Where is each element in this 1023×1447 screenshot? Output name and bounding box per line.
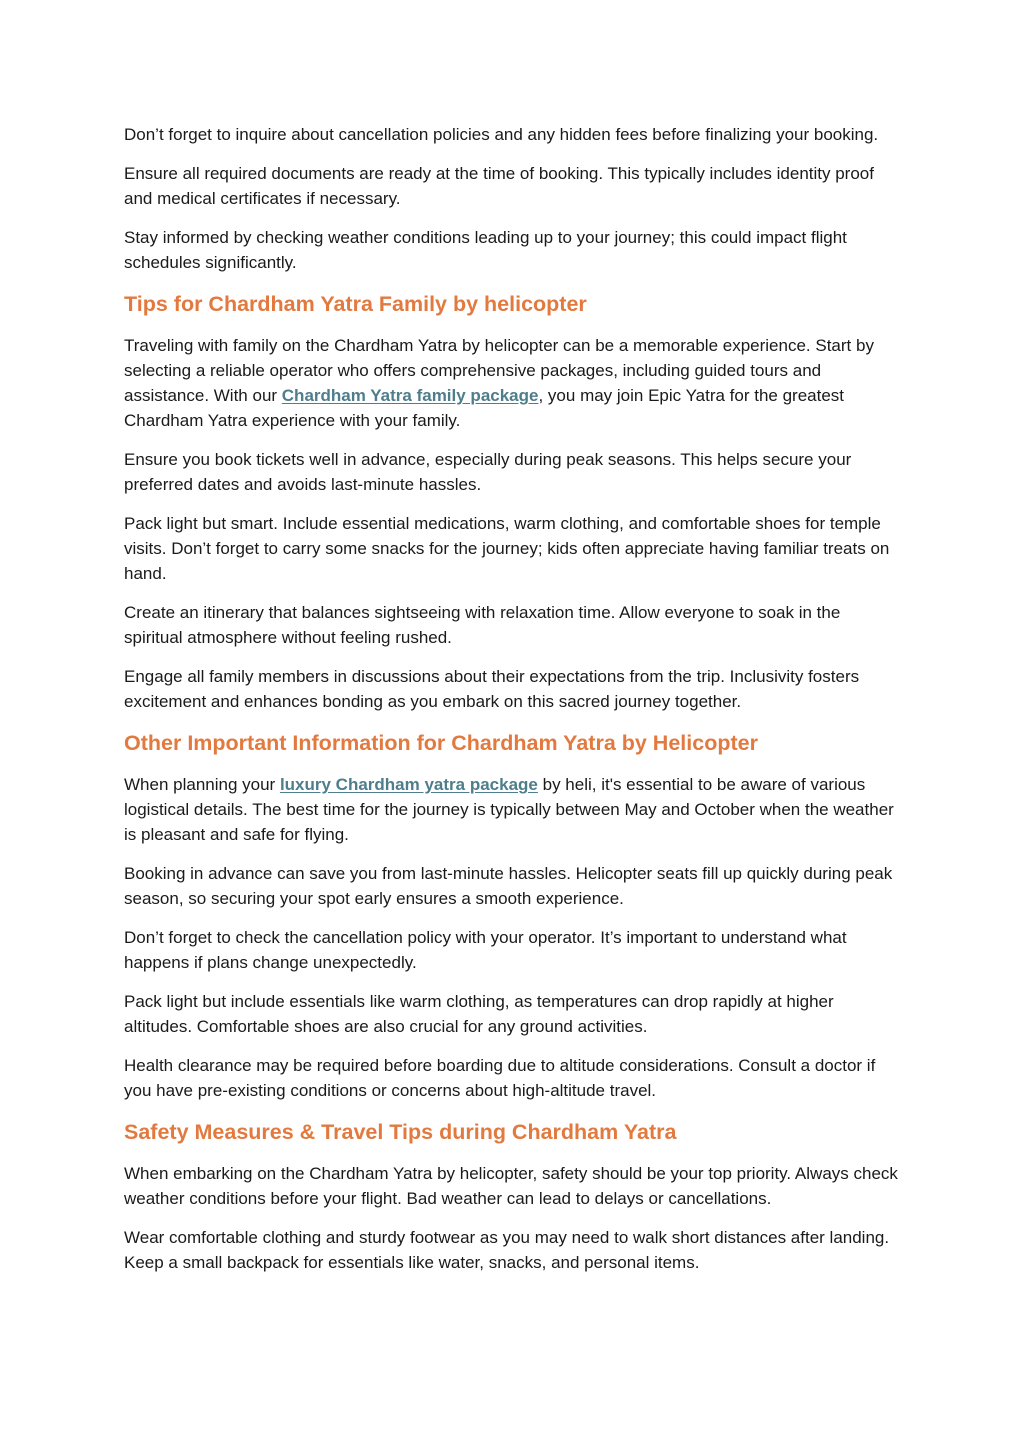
section-heading-safety: Safety Measures & Travel Tips during Chardham Yatra: [124, 1120, 677, 1144]
paragraph: Stay informed by checking weather conditions leading up to your journey; this could impact flight schedules significantly.: [124, 228, 847, 272]
paragraph-text: , you may join Epic Yatra for the greatest Chardham Yatra experience with your family.: [124, 386, 845, 430]
paragraph: Don’t forget to inquire about cancellation policies and any hidden fees before finalizing your booking.: [124, 125, 879, 144]
paragraph: Pack light but include essentials like warm clothing, as temperatures can drop rapidly at higher altitudes. Comfortable shoes are also crucial for any ground activities.: [124, 992, 834, 1036]
paragraph: Booking in advance can save you from last-minute hassles. Helicopter seats fill up quickly during peak season, so securing your spot early ensures a smooth experience.: [124, 864, 893, 908]
paragraph: Don’t forget to check the cancellation policy with your operator. It’s important to understand what happens if plans change unexpectedly.: [124, 928, 847, 972]
luxury-package-link[interactable]: luxury Chardham yatra package: [279, 775, 538, 794]
paragraph-text: Traveling with family on the Chardham Yatra by helicopter can be a memorable experience. Start by selecting a reliable operator who offers comprehensive packages, including guided tours and assistance. With our: [124, 336, 874, 405]
paragraph-with-link: [124, 772, 902, 847]
family-package-link[interactable]: Chardham Yatra family package: [281, 386, 539, 405]
paragraph: Health clearance may be required before boarding due to altitude considerations. Consult a doctor if you have pre-existing conditions or concerns about high-altitude travel.: [124, 1056, 876, 1100]
section-heading-family-tips: Tips for Chardham Yatra Family by helicopter: [124, 292, 587, 316]
paragraph: When embarking on the Chardham Yatra by helicopter, safety should be your top priority. Always check weather conditions before your flight. Bad weather can lead to delays or cancellations.: [124, 1164, 898, 1208]
paragraph: Ensure you book tickets well in advance, especially during peak seasons. This helps secure your preferred dates and avoids last-minute hassles.: [124, 450, 852, 494]
paragraph: Engage all family members in discussions about their expectations from the trip. Inclusivity fosters excitement and enhances bonding as you embark on this sacred journey together.: [124, 667, 860, 711]
paragraph: Pack light but smart. Include essential medications, warm clothing, and comfortable shoes for temple visits. Don’t forget to carry some snacks for the journey; kids often appreciate having familiar treats on hand.: [124, 514, 890, 583]
section-heading-other-info: Other Important Information for Chardham Yatra by Helicopter: [124, 731, 758, 755]
document-page: [124, 122, 902, 1289]
paragraph: Create an itinerary that balances sightseeing with relaxation time. Allow everyone to soak in the spiritual atmosphere without feeling rushed.: [124, 603, 841, 647]
paragraph: Ensure all required documents are ready at the time of booking. This typically includes identity proof and medical certificates if necessary.: [124, 164, 874, 208]
paragraph-text: by heli, it's essential to be aware of various logistical details. The best time for the journey is typically between May and October when the weather is pleasant and safe for flying.: [124, 775, 894, 844]
paragraph-text: When planning your: [124, 775, 280, 794]
paragraph: Wear comfortable clothing and sturdy footwear as you may need to walk short distances after landing. Keep a small backpack for essentials like water, snacks, and personal items.: [124, 1228, 890, 1272]
paragraph-with-link: [124, 333, 902, 433]
